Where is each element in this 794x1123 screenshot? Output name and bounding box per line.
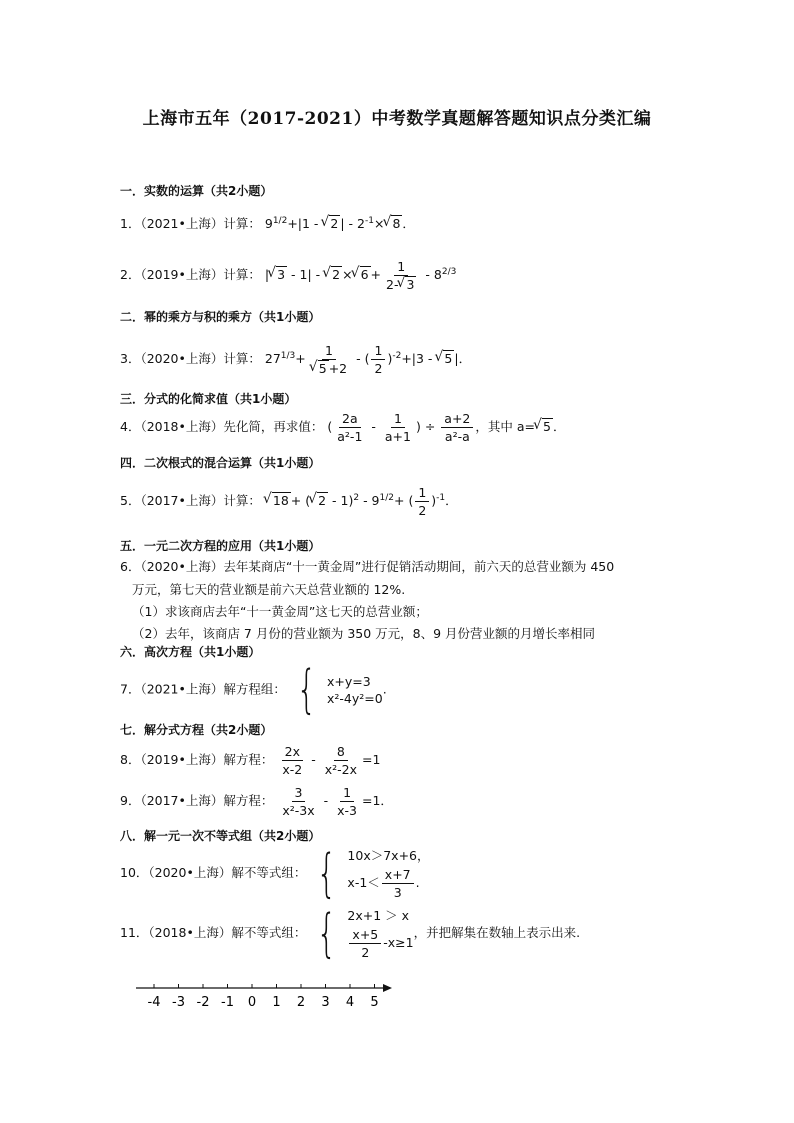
problem-1 (120, 214, 415, 232)
section-heading: 二．幂的乘方与积的乘方（共1小题） (120, 310, 321, 324)
problem-prefix: 9．（2017•上海）解方程： (120, 793, 274, 808)
expression: $\frac{3}{\text{x²-3x}}$ - $\frac{1}{x-3}$ (282, 785, 357, 818)
expression: $9^{1/2}+|1$ - √ 2 | - $2^{-1}\times√$ 8 (265, 216, 403, 231)
inequality-system: { 2x+1 ＞ x $\frac{x+5}{2}$ -x≥1 (316, 903, 414, 964)
tick-label: -4 (147, 995, 161, 1010)
tick-label: -1 (221, 995, 234, 1010)
problem-8 (120, 743, 380, 778)
tick-label: 5 (370, 995, 379, 1010)
section-heading: 七．解分式方程（共2小题） (120, 723, 273, 737)
problem-3 (120, 342, 471, 377)
expression: √ 18 + (√ $2 - 1)^2 - 9^{1/2}+$ ( $\frac{1}{2}$ )$^{-1}$ (265, 493, 445, 508)
tail-text: ，并把解集在数轴上表示出来. (413, 925, 581, 940)
page-title: 上海市五年（2017-2021）中考数学真题解答题知识点分类汇编 (142, 109, 652, 129)
problem-10 (120, 843, 430, 904)
suffix: ． (458, 351, 472, 366)
equation: x²-4y²=0 (326, 691, 383, 706)
suffix: ． (552, 419, 566, 434)
tick-label: 1 (272, 995, 281, 1010)
problem-prefix: 2．（2019•上海）计算： (120, 267, 261, 282)
section-heading: 四．二次根式的混合运算（共1小题） (120, 456, 321, 470)
problem-4: 4．（2018•上海）先化简，再求值： ( $\frac{2a}{\text{a²-1}}$ - $\frac{1}{a+1}$ ) ÷ $\frac{a+2}{\text{a²-a}}$ ，其中 a=√ 5 ． (120, 410, 565, 445)
problem-prefix: 5．（2017•上海）计算： (120, 493, 261, 508)
problem-prefix: 1．（2021•上海）计算： (120, 216, 261, 231)
tick-label: -3 (172, 995, 185, 1010)
section-heading: 三．分式的化简求值（共1小题） (120, 392, 297, 406)
problem-5 (120, 484, 458, 519)
tick-label: 3 (321, 995, 330, 1010)
inequality-system: { 10x＞7x+6， x-1＜ $\frac{x+7}{3}$ . (316, 843, 430, 904)
suffix: . (382, 681, 387, 697)
tick-label: 0 (247, 995, 257, 1010)
problem-prefix: 10．（2020•上海）解不等式组： (120, 865, 307, 880)
section-heading: 五．一元二次方程的应用（共1小题） (120, 539, 321, 553)
problem-6-line1: 6．（2020•上海）去年某商店“十一黄金周”进行促销活动期间，前六天的总营业额为 450 (120, 559, 615, 574)
rhs: =1 (362, 752, 381, 767)
expression: $\frac{2x}{x-2}$ - $\frac{8}{\text{x²-2x}}$ (282, 744, 357, 777)
equation-system: { x+y=3 x²-4y²=0 (296, 660, 383, 720)
suffix: ． (445, 493, 458, 508)
problem-prefix: 3．（2020•上海）计算： (120, 351, 261, 366)
expression: $27^{1/3}+$ 1 √ 5 +2 - ( $\frac{1}{2}$ )$^{-2}$+|3 - √ 5 | (265, 351, 459, 366)
inequality: 10x＞7x+6， (347, 848, 430, 863)
inequality: x-1＜ $\frac{x+7}{3}$ . (347, 867, 420, 900)
section-heading: 八．解一元一次不等式组（共2小题） (120, 829, 321, 843)
problem-2 (120, 258, 456, 293)
inequality: $\frac{x+5}{2}$ -x≥1 (347, 926, 413, 961)
section-heading: 一．实数的运算（共2小题） (120, 184, 273, 198)
problem-prefix: 11．（2018•上海）解不等式组： (120, 925, 307, 940)
equation: x+y=3 (326, 674, 371, 689)
problem-6-line2: 万元，第七天的营业额是前六天总营业额的 12%. (132, 582, 406, 597)
problem-9 (120, 784, 393, 819)
problem-prefix: 8．（2019•上海）解方程： (120, 752, 274, 767)
problem-6-sub2: （2）去年，该商店 7 月份的营业额为 350 万元，8、9 月份营业额的月增长率相同 (132, 626, 596, 641)
expression: ( $\frac{2a}{\text{a²-1}}$ - $\frac{1}{a+1}$ ) ÷ $\frac{a+2}{\text{a²-a}}$ (327, 419, 475, 434)
problem-6-sub1: （1）求该商店去年“十一黄金周”这七天的总营业额； (132, 604, 428, 619)
problem-prefix: 7．（2021•上海）解方程组： (120, 681, 286, 697)
problem-7 (120, 660, 387, 720)
number-line (130, 978, 400, 1010)
tick-label: 4 (345, 995, 355, 1010)
section-heading: 六．高次方程（共1小题） (120, 645, 261, 659)
inequality: 2x+1 ＞ x (347, 908, 410, 923)
rhs: =1． (362, 793, 393, 808)
axis-arrow (383, 984, 392, 992)
tick-label: -2 (196, 995, 210, 1010)
expression: |√ 3 - 1| - √ 2 ×√ 6 + $\frac{1}{2-√ 3}$ - $8^{2/3}$ (265, 267, 456, 282)
problem-11 (120, 903, 581, 964)
tail-text: ，其中 a= (475, 419, 535, 434)
suffix: ． (402, 216, 415, 231)
problem-prefix: 4．（2018•上海）先化简，再求值： (120, 419, 324, 434)
tick-label: 2 (296, 995, 306, 1010)
